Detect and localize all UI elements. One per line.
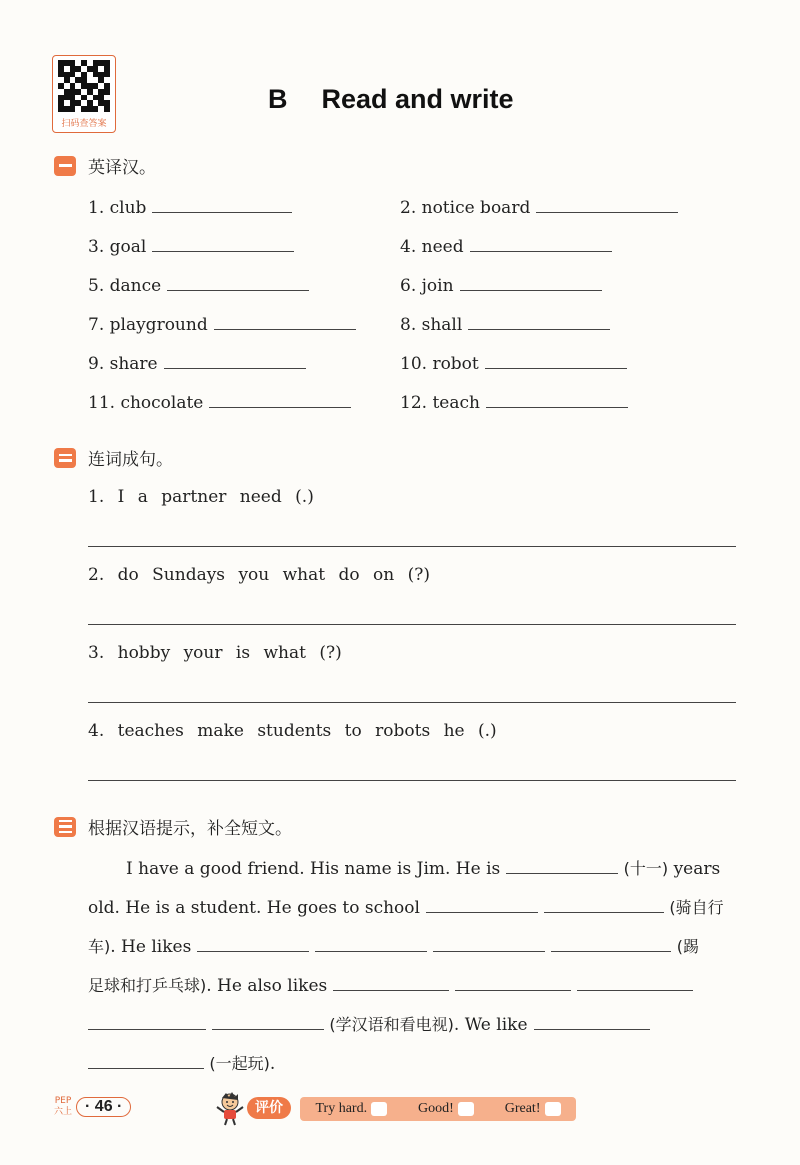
checkbox[interactable] xyxy=(458,1102,474,1116)
evaluation-bar xyxy=(300,1097,576,1121)
pep-mark: PEP 六上 xyxy=(54,1096,73,1117)
passage-blank[interactable] xyxy=(506,857,618,874)
passage-line-5: (学汉语和看电视). We like xyxy=(88,1012,650,1035)
answer-line-1[interactable] xyxy=(88,546,736,547)
section-2-badge xyxy=(54,448,76,468)
section-2-header xyxy=(54,445,173,470)
scramble-item-3: 3. hobby your is what (?) xyxy=(88,643,342,663)
passage-blank[interactable] xyxy=(212,1013,324,1030)
passage-line-1: I have a good friend. His name is Jim. He is (十一) years xyxy=(126,859,721,879)
eval-option-try-hard[interactable]: Try hard. xyxy=(315,1101,387,1117)
passage-blank[interactable] xyxy=(88,1013,206,1030)
vocab-item-6: 6. join xyxy=(400,274,602,296)
answer-blank[interactable] xyxy=(536,196,678,213)
section-3-title: 根据汉语提示，补全短文。 xyxy=(88,819,292,839)
section-letter: B xyxy=(268,84,288,114)
passage-blank[interactable] xyxy=(577,974,693,991)
answer-blank[interactable] xyxy=(470,235,612,252)
section-1-badge xyxy=(54,156,76,176)
vocab-item-8: 8. shall xyxy=(400,313,610,335)
mascot-icon xyxy=(212,1090,248,1126)
scramble-item-4: 4. teaches make students to robots he (.) xyxy=(88,721,497,741)
passage-blank[interactable] xyxy=(433,935,545,952)
answer-blank[interactable] xyxy=(209,391,351,408)
passage-line-2: old. He is a student. He goes to school (骑自行 xyxy=(88,898,724,918)
answer-line-4[interactable] xyxy=(88,780,736,781)
eval-option-good[interactable]: Good! xyxy=(418,1101,474,1117)
passage-blank[interactable] xyxy=(197,935,309,952)
passage-blank[interactable] xyxy=(455,974,571,991)
qr-code[interactable] xyxy=(52,55,116,133)
page-footer xyxy=(54,1096,131,1118)
answer-blank[interactable] xyxy=(152,196,292,213)
section-3-header xyxy=(54,814,292,839)
passage-blank[interactable] xyxy=(551,935,671,952)
vocab-item-12: 12. teach xyxy=(400,391,628,413)
eval-option-great[interactable]: Great! xyxy=(505,1101,561,1117)
answer-blank[interactable] xyxy=(167,274,309,291)
passage-line-6: (一起玩). xyxy=(88,1051,275,1074)
answer-line-2[interactable] xyxy=(88,624,736,625)
answer-blank[interactable] xyxy=(486,391,628,408)
passage-line-3: 车). He likes (踢 xyxy=(88,937,699,957)
passage-blank[interactable] xyxy=(315,935,427,952)
vocab-item-11: 11. chocolate xyxy=(88,391,351,413)
passage-blank[interactable] xyxy=(88,1052,204,1069)
page-title xyxy=(268,84,514,115)
vocab-item-3: 3. goal xyxy=(88,235,294,257)
vocab-item-5: 5. dance xyxy=(88,274,309,296)
answer-line-3[interactable] xyxy=(88,702,736,703)
passage-blank[interactable] xyxy=(534,1013,650,1030)
vocab-item-7: 7. playground xyxy=(88,313,356,335)
scramble-item-1: 1. I a partner need (.) xyxy=(88,487,314,507)
passage-blank[interactable] xyxy=(544,896,664,913)
evaluation-badge: 评价 xyxy=(247,1097,291,1119)
answer-blank[interactable] xyxy=(485,352,627,369)
answer-blank[interactable] xyxy=(164,352,306,369)
passage-blank[interactable] xyxy=(333,974,449,991)
section-1-title: 英译汉。 xyxy=(88,158,156,178)
vocab-item-2: 2. notice board xyxy=(400,196,678,218)
vocab-item-10: 10. robot xyxy=(400,352,627,374)
scramble-item-2: 2. do Sundays you what do on (?) xyxy=(88,565,430,585)
vocab-item-1: 1. club xyxy=(88,196,292,218)
checkbox[interactable] xyxy=(371,1102,387,1116)
section-3-badge xyxy=(54,817,76,837)
answer-blank[interactable] xyxy=(152,235,294,252)
qr-label: 扫码查答案 xyxy=(61,119,107,129)
passage-line-4: 足球和打乒乓球). He also likes xyxy=(88,973,693,996)
section-1-header xyxy=(54,153,156,178)
answer-blank[interactable] xyxy=(468,313,610,330)
section-2-title: 连词成句。 xyxy=(88,450,173,470)
page-number: · 46 · xyxy=(76,1097,131,1117)
answer-blank[interactable] xyxy=(214,313,356,330)
checkbox[interactable] xyxy=(545,1102,561,1116)
qr-pattern xyxy=(58,60,110,112)
vocab-item-4: 4. need xyxy=(400,235,612,257)
answer-blank[interactable] xyxy=(460,274,602,291)
vocab-item-9: 9. share xyxy=(88,352,306,374)
title-text: Read and write xyxy=(321,84,514,114)
passage-blank[interactable] xyxy=(426,896,538,913)
